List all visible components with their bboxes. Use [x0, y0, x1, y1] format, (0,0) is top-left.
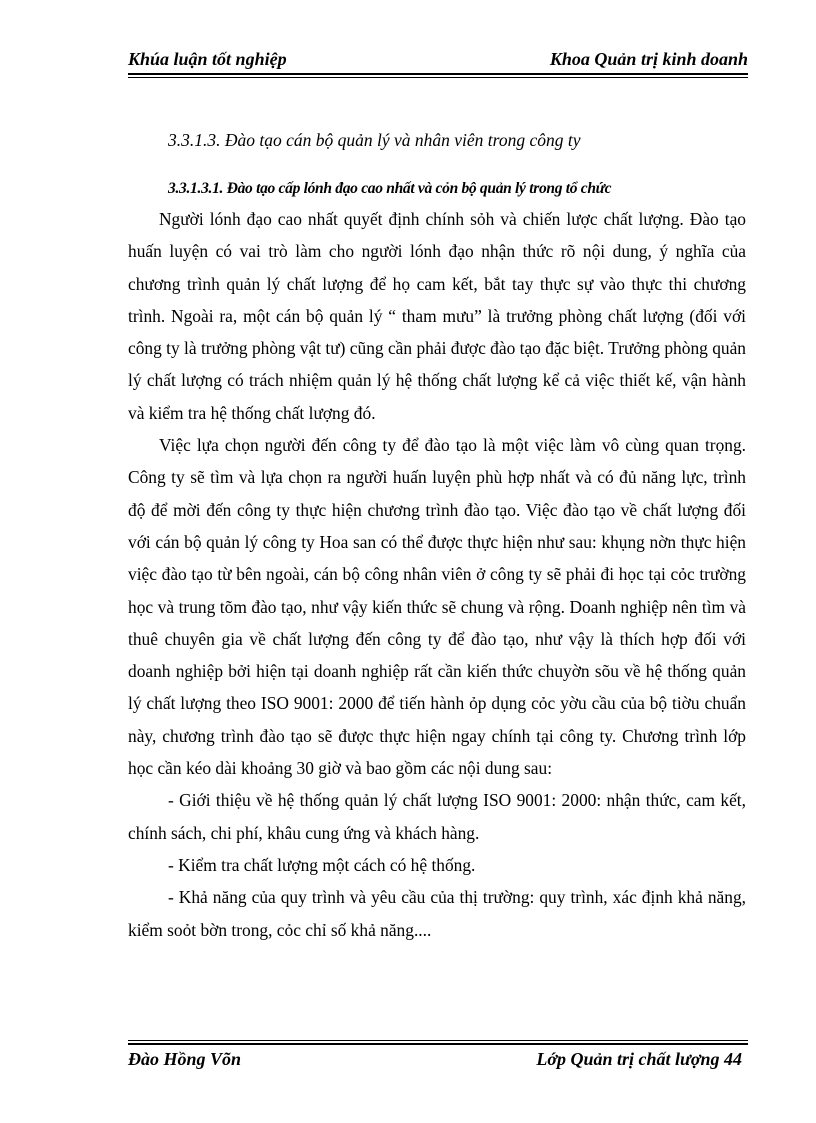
header-rule-thick: [128, 73, 748, 75]
page-footer: [128, 1040, 748, 1070]
footer-author-label: Đào Hồng Võn: [128, 1049, 242, 1069]
header-thesis-label: Khúa luận tốt nghiệp: [128, 49, 287, 69]
footer-class-label: Lớp Quản trị chất lượng 44: [536, 1049, 742, 1069]
section-title: 3.3.1.3. Đào tạo cán bộ quản lý và nhân viên trong công ty: [168, 130, 581, 150]
bullet-item: - Khả năng của quy trình và yêu cầu của thị trường: quy trình, xác định khả năng, kiểm soỏt bờn trong, cỏc chỉ số khả năng....: [128, 887, 746, 940]
footer-rule-thick: [128, 1043, 748, 1045]
footer-rule-thin: [128, 1040, 748, 1041]
paragraph: Việc lựa chọn người đến công ty để đào tạo là một việc làm vô cùng quan trọng. Công ty sẽ tìm và lựa chọn ra người huấn luyện phù hợp nhất và có đủ năng lực, trình độ để mời đến công ty thực hiện chương trình đào tạo. Việc đào tạo về chất lượng đối với cán bộ quản lý công ty Hoa san có thể được thực hiện như sau: khụng nờn thực hiện việc đào tạo từ bên ngoài, cán bộ công nhân viên ở công ty sẽ phải đi học tại cỏc trường học và trung tõm đào tạo, như vậy kiến thức sẽ chung và rộng. Doanh nghiệp nên tìm và thuê chuyên gia về chất lượng đến công ty để đào tạo, như vậy là thích hợp đối với doanh nghiệp bởi hiện tại doanh nghiệp rất cần kiến thức chuyờn sõu về hệ thống quản lý chất lượng theo ISO 9001: 2000 để tiến hành ỏp dụng cỏc yờu cầu của bộ tiờu chuẩn này, chương trình đào tạo sẽ được thực hiện ngay chính tại công ty. Chương trình lớp học cần kéo dài khoảng 30 giờ và bao gồm các nội dung sau:: [128, 435, 746, 779]
header-rule-thin: [128, 77, 748, 78]
body-text: [128, 203, 746, 946]
bullet-item: - Kiểm tra chất lượng một cách có hệ thống.: [168, 854, 476, 875]
paragraph: Người lónh đạo cao nhất quyết định chính sỏh và chiến lược chất lượng. Đào tạo huấn luyện có vai trò làm cho người lónh đạo nhận thức rõ nội dung, ý nghĩa của chương trình quản lý chất lượng để họ cam kết, bắt tay thực sự vào thực thi chương trình. Ngoài ra, một cán bộ quản lý “ tham mưu” là trưởng phòng chất lượng (đối với công ty là trưởng phòng vật tư) cũng cần phải được đào tạo đặc biệt. Trưởng phòng quản lý chất lượng có trách nhiệm quản lý hệ thống chất lượng kể cả việc thiết kế, vận hành và kiểm tra hệ thống chất lượng đó.: [128, 209, 746, 423]
header-faculty-label: Khoa Quản trị kinh doanh: [549, 49, 748, 69]
page-header: [128, 46, 748, 72]
bullet-item: - Giới thiệu về hệ thống quản lý chất lượng ISO 9001: 2000: nhận thức, cam kết, chính sách, chi phí, khâu cung ứng và khách hàng.: [128, 790, 746, 843]
subsection-title: 3.3.1.3.1. Đào tạo cấp lónh đạo cao nhất và cỏn bộ quản lý trong tổ chức: [168, 180, 612, 197]
